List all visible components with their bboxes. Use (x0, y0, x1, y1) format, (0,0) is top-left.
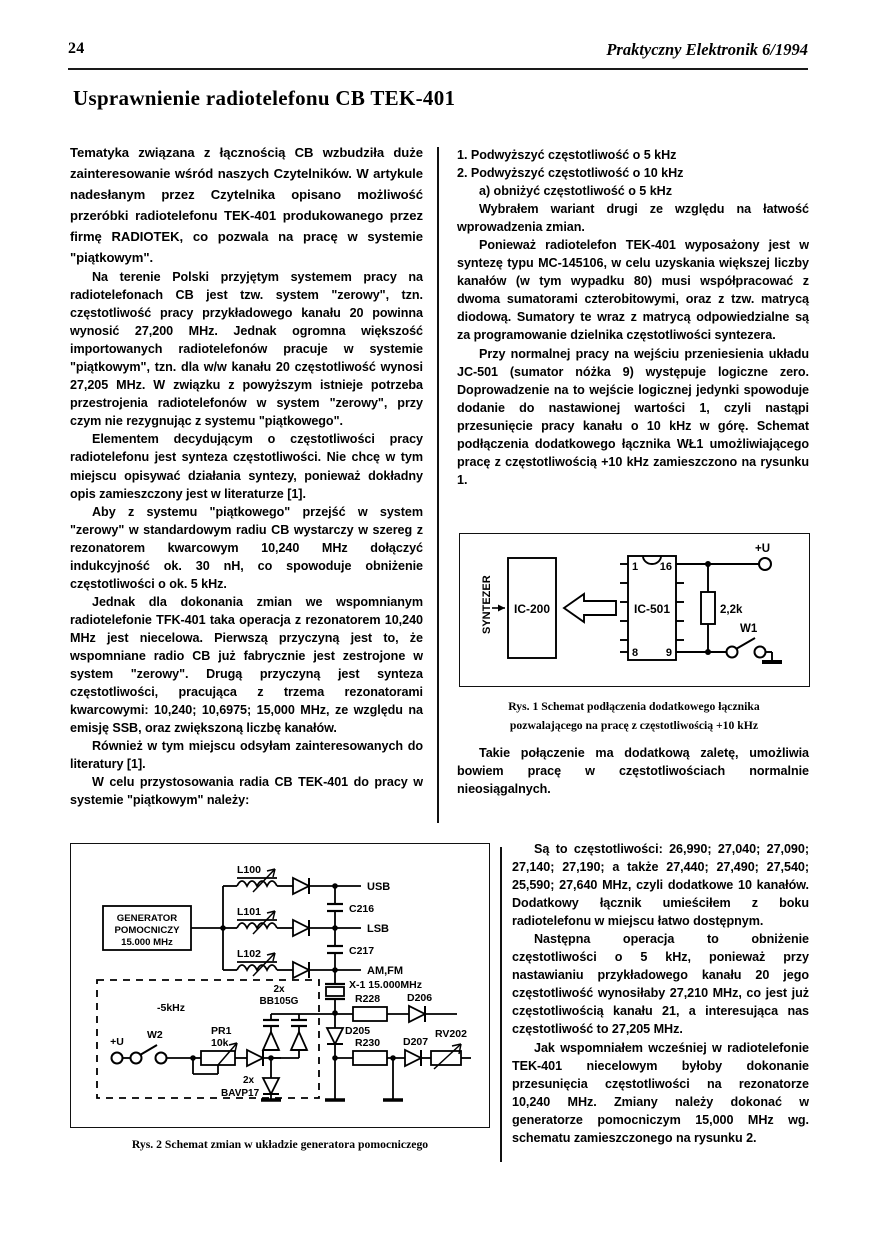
paragraph: Wybrałem wariant drugi ze względu na łatwość wprowadzenia zmian. (457, 202, 809, 235)
page-number: 24 (68, 40, 85, 57)
minus-5khz-label: -5kHz (157, 1002, 186, 1014)
varicap-bb105g-1 (263, 1032, 279, 1050)
paragraph: Przy normalnej pracy na wejściu przeniesienia układu JC-501 (sumator nóżka 9) występuje logiczne zero. Doprowadzenie na to wejście logicznej jedynki spowoduje dodanie do nastawionej wartości 1, czyli nastąpi przesunięcie pracy kanału o 10 kHz w górę. Schemat podłączenia dodatkowego łącznika WŁ1 umożliwiającego pracę z częstotliwością +10 kHz zamieszczono na rysunku 1. (457, 346, 809, 487)
c216-label: C216 (349, 903, 375, 915)
l102-label: L102 (237, 948, 261, 960)
pin-1-label: 1 (632, 561, 639, 573)
figure-1-caption (459, 697, 809, 735)
paragraph: Na terenie Polski przyjętym systemem pracy na radiotelefonach CB jest tzw. system "zerowy", tzn. częstotliwość pracy przykładowego kanału 20 powinna wynosić 27,200 MHz. Jednak ogromna większość importowanych radiotelefonów pracuje w systemie "piątkowym", tzn. dla w/w kanału 20 częstotliwość wynosi 27,205 MHz. W związku z powyższym istnieje potrzeba przestrojenia radiotelefonów w system "zerowy", przy czym nie rezygnując z systemu "piątkowego". (70, 270, 423, 429)
supply-terminal (759, 558, 771, 570)
d206-label: D206 (407, 992, 433, 1004)
supply-terminal-fig2 (112, 1053, 123, 1064)
paragraph: Takie połączenie ma dodatkową zaletę, umożliwia bowiem pracę w częstotliwościach normalnie nieosiągalnych. (457, 746, 809, 797)
amfm-label: AM,FM (367, 965, 404, 977)
d207-label: D207 (403, 1036, 429, 1048)
diode-d206 (409, 1006, 425, 1022)
generator-label-line-2: POMOCNICZY (114, 925, 180, 936)
r230-label: R230 (355, 1037, 381, 1049)
paragraph: Ponieważ radiotelefon TEK-401 wyposażony jest w syntezę typu MC-145106, w celu uzyskania większej liczby kanałów (w tym wypadku 80) musi współpracować z dwoma sumatorami czterobitowymi, oraz z tzw. matrycą diodową. Sumatory te wraz z matrycą odpowiedzialne są za programowanie dzielnika częstotliwości syntezera. (457, 238, 809, 343)
usb-label: USB (367, 881, 391, 893)
switch-w1-label: W1 (740, 623, 758, 635)
resistor-2k2 (701, 592, 715, 624)
diode-lsb (293, 920, 309, 936)
l100-label: L100 (237, 864, 261, 876)
bavp17-qty-label: 2x (243, 1075, 255, 1086)
paragraph: Elementem decydującym o częstotliwości pracy radiotelefonu jest synteza częstotliwości. Nie chcę w tym miejscu opisywać działania syntezy, ponieważ dokładny opis zamieszczony jest w literaturze [1]. (70, 432, 423, 501)
paragraph: Są to częstotliwości: 26,990; 27,040; 27,090; 27,140; 27,190; a także 27,440; 27,490; 27,540; 25,590; 27,640 MHz, czyli dodatkowe 10 kanałów. Dodatkowy łącznik umieściłem z boku radiotelefonu w miejscu łatwo dostępnym. (512, 842, 809, 929)
bavp17-label: BAVP17 (221, 1088, 260, 1099)
list-item: a) obniżyć częstotliwość o 5 kHz (479, 184, 672, 199)
crystal-label: X-1 15.000MHz (349, 979, 422, 991)
flow-arrow (564, 594, 616, 622)
diode-usb (293, 878, 309, 894)
pr1-label: PR1 (211, 1025, 232, 1037)
diode-d205 (327, 1028, 343, 1044)
d205-label: D205 (345, 1025, 371, 1037)
pin-16-label: 16 (659, 561, 672, 573)
diode-d207 (405, 1050, 421, 1066)
rv202-label: RV202 (435, 1028, 467, 1040)
paragraph: Aby z systemu "piątkowego" przejść w system "zerowy" w standardowym radiu CB wystarczy w szereg z rezonatorem kwarcowym 10,240 MHz dołączyć indukcyjność ok. 30 nH, co spowoduje obniżenie częstotliwości o ok. 5 kHz. (70, 504, 423, 591)
crystal-x1 (326, 987, 344, 996)
varicap-bb105g-2 (291, 1032, 307, 1050)
ic200-label: IC-200 (513, 602, 551, 616)
page-title: Usprawnienie radiotelefonu CB TEK-401 (73, 86, 456, 110)
pin-8-label: 8 (632, 647, 639, 659)
lsb-label: LSB (367, 923, 389, 935)
paragraph: Jednak dla dokonania zmian we wspomnianym radiotelefonie TFK-401 taka operacja z rezonatorem 10,240 MHz jest niecelowa. Pierwszą przyczyną jest to, że wspomniane radio CB już fabrycznie jest zestrojone w system "zerowy". Drugą przyczyną jest synteza częstotliwości, pracująca z trzema rezonatorami kwarcowymi: 10,240; 10,6975; 15,000 MHz, ze względu na emisję SSB, oraz zwiększoną liczbę kanałów. (70, 594, 423, 736)
list-item: 2. Podwyższyć częstotliwość o 10 kHz (457, 166, 684, 181)
l101-label: L101 (237, 906, 261, 918)
list-item: 1. Podwyższyć częstotliwość o 5 kHz (457, 148, 677, 162)
diode-bavp17-series (247, 1050, 263, 1066)
paragraph: Następna operacja to obniżenie częstotliwości o 5 kHz, ponieważ przy nastawianiu przykładowego kanału 20 jego częstotliwość wynosiłaby 27,210 MHz, co jest już częstotliwością kanału 21, a interesująca nas częstotliwość to 27,205 MHz. (512, 932, 809, 1037)
supply-label-fig2: +U (110, 1036, 124, 1048)
generator-label-line-1: GENERATOR (116, 913, 178, 924)
resistor-r230 (353, 1051, 387, 1065)
figure-1 (459, 533, 810, 687)
column-divider-upper (437, 147, 439, 823)
right-column-bottom (512, 840, 809, 1147)
potentiometer-pr1 (201, 1051, 235, 1065)
supply-label: +U (755, 543, 771, 555)
figure-2-schematic (71, 844, 486, 1124)
figure-2 (70, 843, 490, 1128)
bb105g-qty-label: 2x (273, 984, 285, 995)
resistor-value-label: 2,2k (720, 604, 743, 616)
header-rule (68, 68, 808, 70)
figure-1-caption-line-2: pozwalającego na pracę z częstotliwością +10 kHz (509, 719, 759, 732)
c217-label: C217 (349, 945, 375, 957)
paragraph: Jak wspomniałem wcześniej w radiotelefonie TEK-401 niecelowym byłoby dokonanie przesunięcia częstotliwości na rezonatorze 10,240 MHz. Zmiany należy dokonać w generatorze pomocniczym 15,000 MHz wg. schematu zamieszczonego na rysunku 2. (512, 1040, 809, 1145)
right-column-mid (457, 744, 809, 798)
lead-paragraph: Tematyka związana z łącznością CB wzbudziła duże zainteresowanie wśród naszych Czytelników. W artykule nadesłanym przez Czytelnika opisano możliwość przeróbki radiotelefonu TEK-401 produkowanego przez firmę RADIOTEK, co pozwala na pracę w systemie "piątkowym". (70, 145, 423, 265)
right-column-top (457, 146, 809, 489)
column-divider-lower (500, 847, 502, 1162)
left-column (70, 142, 423, 809)
diode-amfm (293, 962, 309, 978)
figure-1-schematic (460, 534, 806, 683)
journal-title: Praktyczny Elektronik 6/1994 (606, 40, 808, 59)
ic501-label: IC-501 (633, 602, 671, 616)
resistor-r228 (353, 1007, 387, 1021)
diode-bavp17-shunt (263, 1078, 279, 1094)
pin-9-label: 9 (665, 647, 672, 659)
paragraph: W celu przystosowania radia CB TEK-401 do pracy w systemie "piątkowym" należy: (70, 775, 423, 808)
bb105g-label: BB105G (259, 996, 299, 1007)
procedure-list (457, 146, 809, 200)
r228-label: R228 (355, 993, 381, 1005)
page-header (68, 40, 808, 70)
paragraph: Również w tym miejscu odsyłam zainteresowanych do literatury [1]. (70, 739, 423, 772)
figure-2-caption: Rys. 2 Schemat zmian w układzie generatora pomocniczego (131, 1138, 429, 1151)
generator-label-line-3: 15.000 MHz (121, 937, 173, 948)
syntezer-label: SYNTEZER (481, 575, 493, 634)
figure-1-caption-line-1: Rys. 1 Schemat podłączenia dodatkowego łącznika (508, 700, 760, 713)
pr1-value-label: 10k (211, 1037, 229, 1049)
w2-label: W2 (147, 1029, 163, 1041)
